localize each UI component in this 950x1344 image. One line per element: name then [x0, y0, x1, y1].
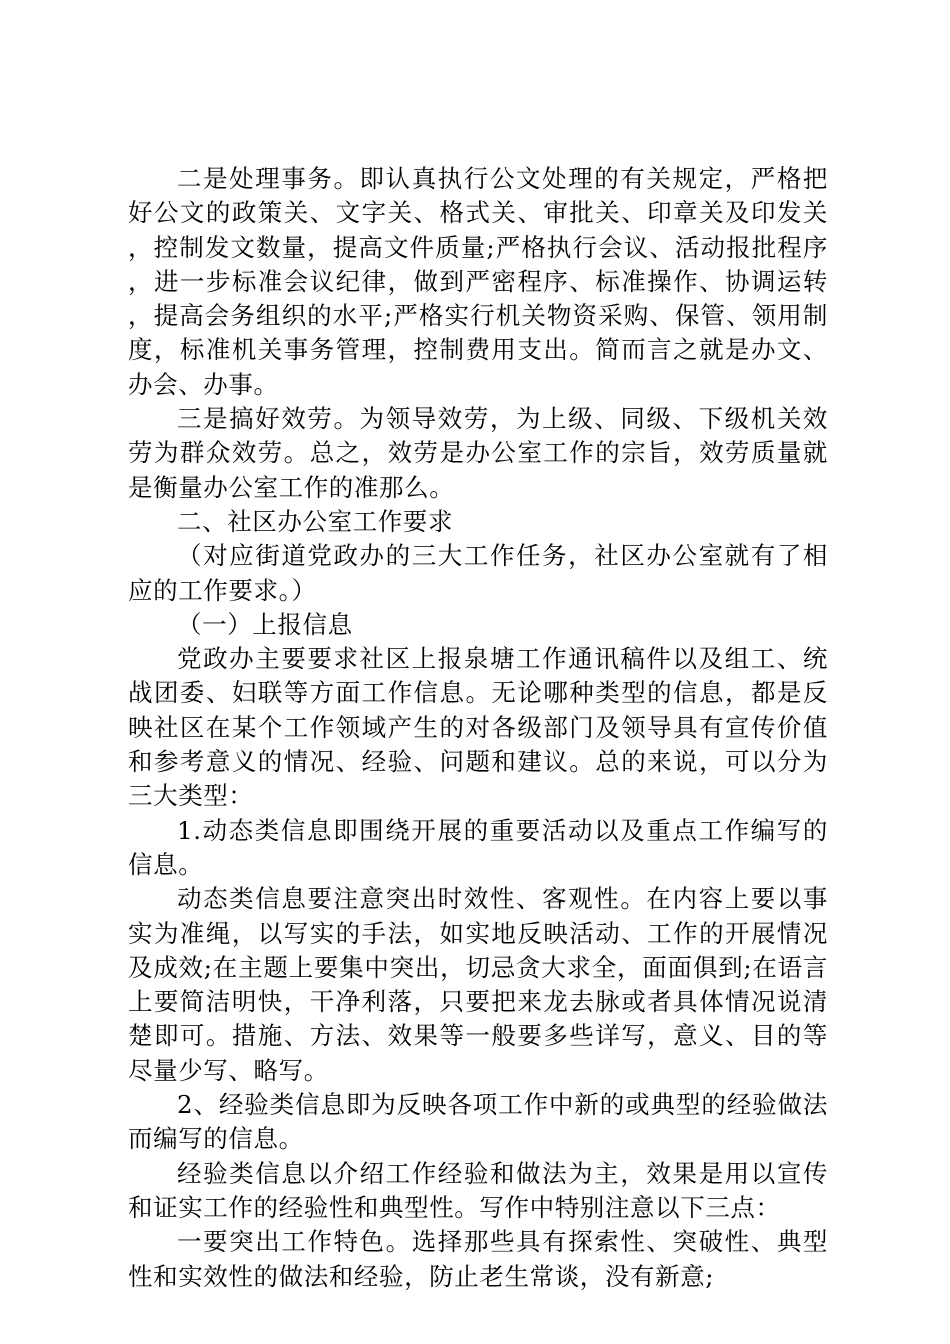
paragraph-dynamic-info-title: 1.动态类信息即围绕开展的重要活动以及重点工作编写的信息。	[128, 815, 828, 879]
paragraph-highlight-features: 一要突出工作特色。选择那些具有探索性、突破性、典型性和实效性的做法和经验，防止老生常谈，没有新意;	[128, 1227, 828, 1291]
section-heading-requirements: 二、社区办公室工作要求	[177, 506, 454, 536]
paragraph-handle-affairs: 二是处理事务。即认真执行公文处理的有关规定，严格把好公文的政策关、文字关、格式关、审批关、印章关及印发关，控制发文数量，提高文件质量;严格执行会议、活动报批程序，进一步标准会议纪律，做到严密程序、标准操作、协调运转，提高会务组织的水平;严格实行机关物资采购、保管、领用制度，标准机关事务管理，控制费用支出。简而言之就是办文、办会、办事。	[128, 164, 828, 399]
paragraph-info-types: 党政办主要要求社区上报泉塘工作通讯稿件以及组工、统战团委、妇联等方面工作信息。无论哪种类型的信息，都是反映社区在某个工作领域产生的对各级部门及领导具有宣传价值和参考意义的情况、经验、问题和建议。总的来说，可以分为三大类型：	[128, 644, 828, 811]
paragraph-dynamic-info-body: 动态类信息要注意突出时效性、客观性。在内容上要以事实为准绳，以写实的手法，如实地反映活动、工作的开展情况及成效;在主题上要集中突出，切忌贪大求全，面面俱到;在语言上要简洁明快，干净利落，只要把来龙去脉或者具体情况说清楚即可。措施、方法、效果等一般要多些详写，意义、目的等尽量少写、略写。	[128, 884, 828, 1085]
paragraph-experience-info-title: 2、经验类信息即为反映各项工作中新的或典型的经验做法而编写的信息。	[128, 1090, 828, 1154]
paragraph-provide-service: 三是搞好效劳。为领导效劳，为上级、同级、下级机关效劳为群众效劳。总之，效劳是办公室工作的宗旨，效劳质量就是衡量办公室工作的准那么。	[128, 404, 828, 502]
subsection-heading-report-info: （一）上报信息	[177, 609, 353, 639]
document-body	[128, 162, 828, 1294]
paragraph-experience-info-body: 经验类信息以介绍工作经验和做法为主，效果是用以宣传和证实工作的经验性和典型性。写作中特别注意以下三点：	[128, 1158, 828, 1222]
paragraph-requirements-note: （对应街道党政办的三大工作任务，社区办公室就有了相应的工作要求。）	[128, 541, 828, 605]
